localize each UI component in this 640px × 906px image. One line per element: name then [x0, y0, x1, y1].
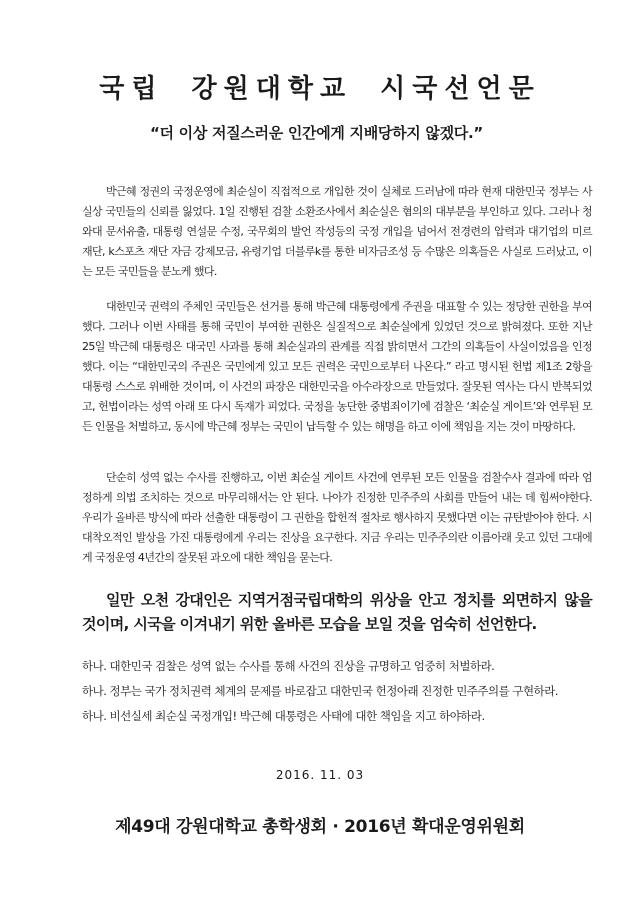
document-title: 국립 강원대학교 시국선언문: [99, 74, 541, 104]
document-subtitle: “더 이상 저질스러운 인간에게 지배당하지 않겠다.”: [150, 124, 483, 142]
body-paragraph-1: 박근혜 정권의 국정운영에 최순실이 직접적으로 개입한 것이 실체로 드러남에 따라 현재 대한민국 정부는 사실상 국민들의 신뢰를 잃었다. 1일 진행된 검찰 소환조사에서 최순실은 혐의의 대부분을 부인하고 있다. 그러나 청와대 문서유출, 대통령 연설문 수정, 국무회의 발언 작성등의 국정 개입을 넘어서 전경련의 압력과 대기업의 미르 재단, k스포츠 재단 자금 강제모금, 유령기업 더블루k를 통한 비자금조성 등 수많은 의혹들은 사실로 드러났고, 이는 모든 국민들을 분노케 했다.: [82, 185, 592, 278]
declaration-statement: 일만 오천 강대인은 지역거점국립대학의 위상을 안고 정치를 외면하지 않을 것이며, 시국을 이겨내기 위한 올바른 모습을 보일 것을 엄숙히 선언한다.: [82, 591, 592, 633]
document-date: 2016. 11. 03: [275, 768, 365, 782]
document-signature: 제49대 강원대학교 총학생회 · 2016년 확대운영위원회: [115, 817, 525, 837]
resolution-item-1: 하나. 대한민국 검찰은 성역 없는 수사를 통해 사건의 진상을 규명하고 엄중히 처벌하라.: [82, 659, 495, 673]
resolution-item-3: 하나. 비선실세 최순실 국정개입! 박근혜 대통령은 사태에 대한 책임을 지고 하야하라.: [82, 709, 485, 723]
resolution-item-2: 하나. 정부는 국가 정치권력 체계의 문제를 바로잡고 대한민국 헌정아래 진정한 민주주의를 구현하라.: [82, 684, 558, 698]
body-paragraph-3: 단순히 성역 없는 수사를 진행하고, 이번 최순실 게이트 사건에 연루된 모든 인물을 검찰수사 결과에 따라 엄정하게 의법 조치하는 것으로 마무리해서는 안 된다. 나아가 진정한 민주주의 사회를 만들어 내는 데 힘써야한다. 우리가 올바른 방식에 따라 선출한 대통령이 그 권한을 합헌적 절차로 행사하지 못했다면 이는 규탄받아야 한다. 시대착오적인 발상을 가진 대통령에게 우리는 진상을 요구한다. 지금 우리는 민주주의란 이름아래 웃고 있던 그대에게 국정운영 4년간의 잘못된 과오에 대한 책임을 묻는다.: [82, 471, 592, 564]
resolution-list: [82, 654, 602, 729]
body-paragraph-2: 대한민국 권력의 주체인 국민들은 선거를 통해 박근혜 대통령에게 주권을 대표할 수 있는 정당한 권한을 부여했다. 그러나 이번 사태를 통해 국민이 부여한 권한은 실질적으로 최순실에게 있었던 것으로 밝혀졌다. 또한 지난 25일 박근혜 대통령은 대국민 사과를 통해 최순실과의 관계를 직접 밝히면서 그간의 의혹들이 사실이었음을 인정했다. 이는 “대한민국의 주권은 국민에게 있고 모든 권력은 국민으로부터 나온다.” 라고 명시된 헌법 제1조 2항을 대통령 스스로 위배한 것이며, 이 사건의 파장은 대한민국을 아수라장으로 만들었다. 잘못된 역사는 다시 반복되었고, 헌법이라는 성역 아래 또 다시 독재가 피었다. 국정을 농단한 중범죄이기에 검찰은 ‘최순실 게이트’와 연루된 모든 인물을 처벌하고, 동시에 박근혜 정부는 국민이 납득할 수 있는 해명을 하고 이에 책임을 지는 것이 마땅하다.: [82, 300, 592, 433]
